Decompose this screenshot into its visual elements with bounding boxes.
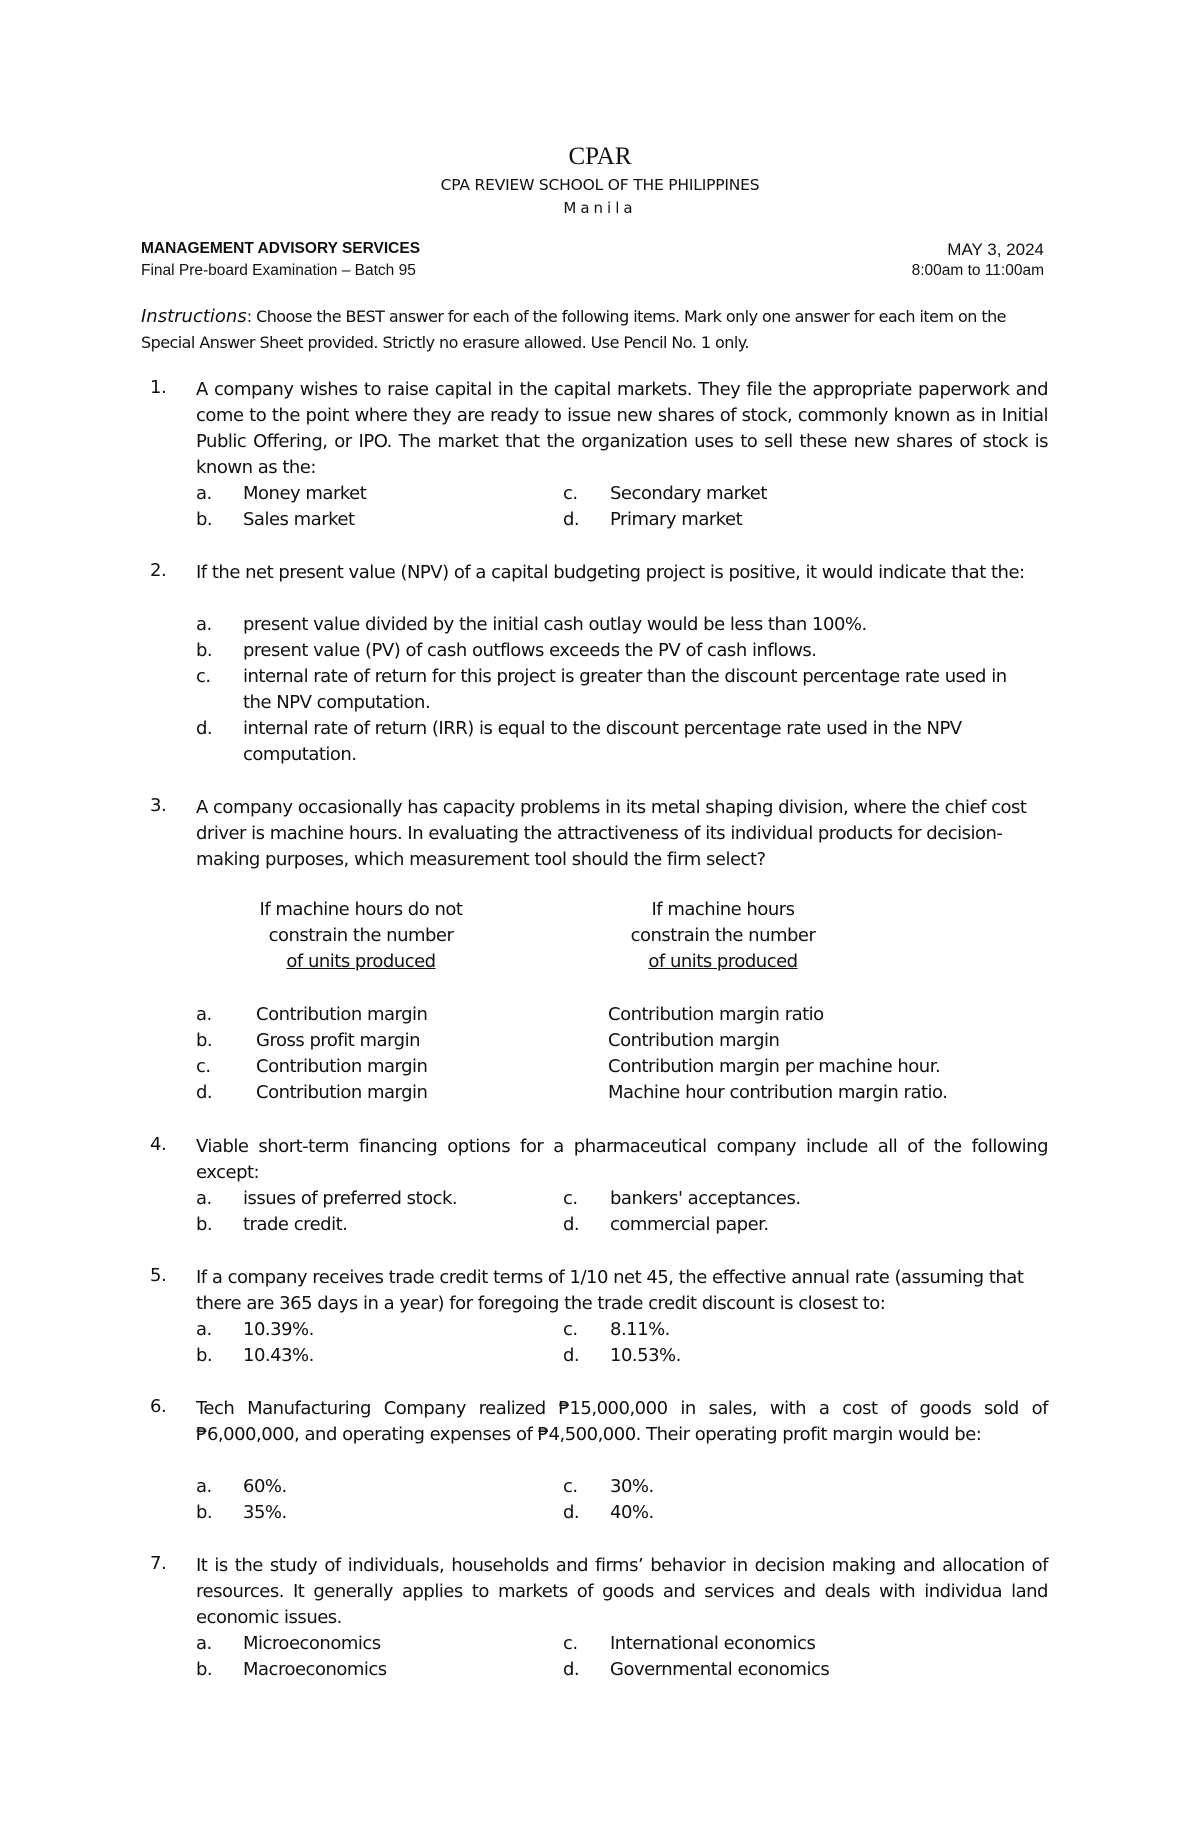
option-text: bankers' acceptances. [610,1188,801,1209]
option-letter: c. [563,1476,578,1497]
exam-date: MAY 3, 2024 [947,240,1044,259]
question-number: 1. [150,377,167,398]
option-text-constrained: Machine hour contribution margin ratio. [608,1082,948,1103]
option-letter: b. [196,509,213,530]
option-letter: b. [196,1214,213,1235]
question-number: 4. [150,1134,167,1155]
option-letter: d. [563,509,580,530]
option-text: 40%. [610,1502,654,1523]
option-text: internal rate of return (IRR) is equal to the discount percentage rate used in the NPV computation. [243,718,962,765]
option-letter: c. [563,1319,578,1340]
exam-name: Final Pre-board Examination – Batch 95 [141,262,416,279]
question-number: 5. [150,1265,167,1286]
option-letter: b. [196,1030,213,1051]
school-city: Manila [563,199,637,217]
column-header-line: of units produced [648,951,798,972]
subject-title: MANAGEMENT ADVISORY SERVICES [141,240,421,257]
option-text: 8.11%. [610,1319,670,1340]
question-number: 3. [150,795,167,816]
option-text: 10.39%. [243,1319,314,1340]
option-text-not-constrained: Gross profit margin [256,1030,420,1051]
option-letter: a. [196,483,212,504]
page-title: CPAR [568,143,632,170]
option-letter: a. [196,614,212,635]
question-number: 6. [150,1396,167,1417]
option-text: 10.43%. [243,1345,314,1366]
option-text-not-constrained: Contribution margin [256,1004,428,1025]
option-letter: a. [196,1188,212,1209]
option-letter: d. [196,1082,213,1103]
option-letter: a. [196,1319,212,1340]
option-letter: c. [563,1188,578,1209]
option-text: 10.53%. [610,1345,681,1366]
option-letter: b. [196,1659,213,1680]
option-text: Sales market [243,509,355,530]
question-stem: If the net present value (NPV) of a capital budgeting project is positive, it would indicate that the: [196,562,1025,583]
option-text: present value (PV) of cash outflows exceeds the PV of cash inflows. [243,640,817,661]
column-header-not-constrained [211,897,511,975]
exam-time: 8:00am to 11:00am [911,262,1044,279]
question-stem: Viable short-term financing options for a pharmaceutical company include all of the following except: [196,1136,1048,1183]
option-text: International economics [610,1633,816,1654]
option-text-constrained: Contribution margin per machine hour. [608,1056,941,1077]
column-header-line: If machine hours do not [259,899,463,920]
option-text-constrained: Contribution margin [608,1030,780,1051]
option-text-constrained: Contribution margin ratio [608,1004,824,1025]
school-name: CPA REVIEW SCHOOL OF THE PHILIPPINES [440,176,760,194]
question-number: 7. [150,1553,167,1574]
option-text: issues of preferred stock. [243,1188,458,1209]
option-text: 30%. [610,1476,654,1497]
option-letter: b. [196,640,213,661]
option-letter: d. [196,718,213,739]
option-text: Primary market [610,509,743,530]
instructions-label: Instructions [141,306,247,327]
question-stem: A company occasionally has capacity problems in its metal shaping division, where the chief cost driver is machine hours. In evaluating the attractiveness of its individual products for decision-making purposes, which measurement tool should the firm select? [196,797,1027,870]
option-letter: b. [196,1502,213,1523]
option-text: trade credit. [243,1214,348,1235]
option-text: Money market [243,483,367,504]
option-text-not-constrained: Contribution margin [256,1056,428,1077]
question-stem: It is the study of individuals, households and firms’ behavior in decision making and allocation of resources. It generally applies to markets of goods and services and deals with individua land economic issues. [196,1555,1048,1628]
option-letter: c. [196,666,211,687]
option-text: commercial paper. [610,1214,769,1235]
option-text: present value divided by the initial cash outlay would be less than 100%. [243,614,867,635]
instructions-text: : Choose the BEST answer for each of the following items. Mark only one answer for each item on the Special Answer Sheet provided. Strictly no erasure allowed. Use Pencil No. 1 only. [141,307,1006,352]
option-letter: c. [563,1633,578,1654]
option-letter: a. [196,1004,212,1025]
option-text: Macroeconomics [243,1659,387,1680]
column-header-line: constrain the number [630,925,816,946]
option-letter: b. [196,1345,213,1366]
column-header-constrained [573,897,873,975]
option-letter: d. [563,1659,580,1680]
option-letter: a. [196,1476,212,1497]
question-stem: Tech Manufacturing Company realized ₱15,000,000 in sales, with a cost of goods sold of ₱6,000,000, and operating expenses of ₱4,500,000. Their operating profit margin would be: [196,1398,1048,1445]
option-letter: d. [563,1345,580,1366]
option-text: Secondary market [610,483,767,504]
option-text: internal rate of return for this project is greater than the discount percentage rate used in the NPV computation. [243,666,1007,713]
question-stem: If a company receives trade credit terms of 1/10 net 45, the effective annual rate (assuming that there are 365 days in a year) for foregoing the trade credit discount is closest to: [196,1267,1024,1314]
option-text-not-constrained: Contribution margin [256,1082,428,1103]
option-letter: c. [196,1056,211,1077]
column-header-line: of units produced [286,951,436,972]
option-letter: d. [563,1502,580,1523]
option-text: Governmental economics [610,1659,830,1680]
question-stem: A company wishes to raise capital in the capital markets. They file the appropriate paperwork and come to the point where they are ready to issue new shares of stock, commonly known as in Initial Public Offering, or IPO. The market that the organization uses to sell these new shares of stock is known as the: [196,379,1048,478]
question-number: 2. [150,560,167,581]
option-text: Microeconomics [243,1633,381,1654]
option-letter: a. [196,1633,212,1654]
option-letter: c. [563,483,578,504]
option-text: 35%. [243,1502,287,1523]
option-letter: d. [563,1214,580,1235]
instructions [141,304,1046,356]
option-text: 60%. [243,1476,287,1497]
column-header-line: If machine hours [651,899,795,920]
column-header-line: constrain the number [268,925,454,946]
